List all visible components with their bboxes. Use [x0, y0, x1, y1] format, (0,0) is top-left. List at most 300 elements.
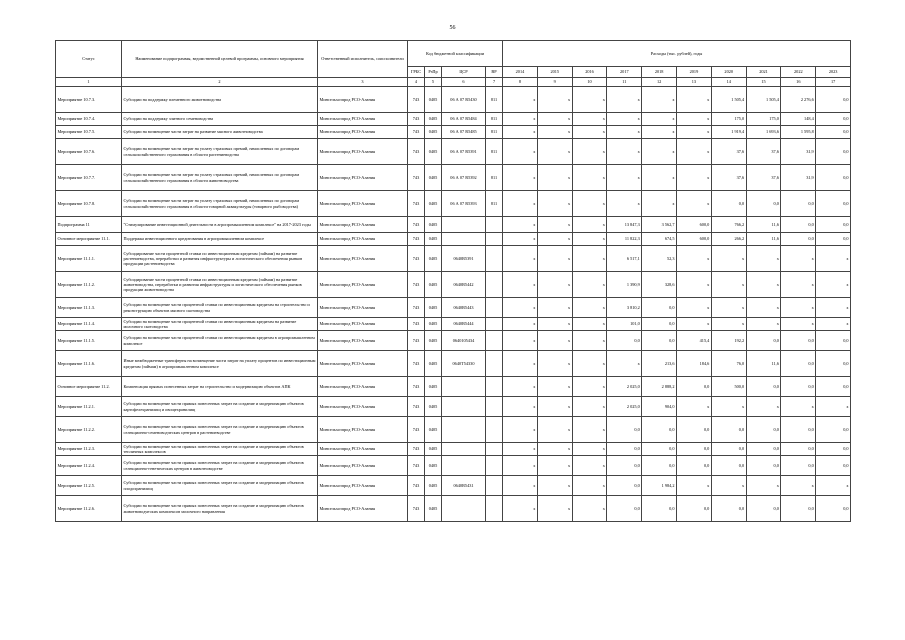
value-cell: 213,6: [642, 351, 677, 377]
value-cell: 0,0: [746, 456, 781, 476]
code-cell: 0405: [425, 377, 442, 397]
code-cell: 06 А 07 R5430: [442, 87, 486, 113]
table-row: [56, 191, 851, 217]
value-cell: х: [711, 397, 746, 417]
value-cell: х: [816, 476, 851, 496]
value-cell: 0,0: [781, 377, 816, 397]
value-cell: 0,0: [781, 443, 816, 456]
value-cell: 0,0: [642, 298, 677, 318]
value-cell: х: [746, 397, 781, 417]
value-cell: 0,0: [781, 417, 816, 443]
value-cell: 904,0: [642, 397, 677, 417]
value-cell: 184,6: [677, 351, 712, 377]
value-cell: 1 919,4: [711, 126, 746, 139]
code-cell: [442, 417, 486, 443]
code-cell: 0405: [425, 351, 442, 377]
value-cell: х: [572, 397, 607, 417]
status-cell: Мероприятие 10.7.4.: [56, 113, 122, 126]
code-cell: 811: [486, 87, 503, 113]
value-cell: 0,0: [816, 113, 851, 126]
value-cell: 0,0: [642, 496, 677, 522]
value-cell: х: [572, 318, 607, 331]
value-cell: 0,0: [816, 126, 851, 139]
value-cell: х: [677, 272, 712, 298]
value-cell: х: [677, 476, 712, 496]
status-cell: Основное мероприятие 11.1.: [56, 233, 122, 246]
code-cell: [442, 456, 486, 476]
name-cell: Субсидии на возмещение части прямых понесенных затрат на создание и модернизацию объектов селекционно-генетических центров в животноводстве: [122, 456, 318, 476]
value-cell: х: [746, 272, 781, 298]
column-number: 8: [503, 78, 538, 87]
name-cell: Поддержка инвестиционного кредитования в агропромышленном комплексе: [122, 233, 318, 246]
value-cell: х: [781, 298, 816, 318]
column-number: 17: [816, 78, 851, 87]
name-cell: Субсидии на возмещение части процентной ставки по инвестиционным кредитам на развитие молочного скотоводства: [122, 318, 318, 331]
value-cell: 0,0: [642, 456, 677, 476]
code-cell: 743: [408, 476, 425, 496]
name-cell: Субсидии на возмещение части затрат на уплату страховых премий, начисленных по договорам сельскохозяйственного страхования в области растениеводства: [122, 139, 318, 165]
value-cell: х: [537, 417, 572, 443]
value-cell: х: [607, 351, 642, 377]
value-cell: 0,0: [746, 443, 781, 456]
code-cell: 743: [408, 417, 425, 443]
code-cell: [486, 443, 503, 456]
value-cell: 0,0: [746, 417, 781, 443]
code-cell: 743: [408, 397, 425, 417]
code-cell: 0640R5431: [442, 476, 486, 496]
value-cell: 328,6: [642, 272, 677, 298]
header-year: 2018: [642, 67, 677, 78]
value-cell: х: [572, 496, 607, 522]
executor-cell: Минсельхозпрод РСО-Алания: [318, 87, 408, 113]
value-cell: х: [816, 298, 851, 318]
code-cell: 743: [408, 377, 425, 397]
header-year: 2015: [537, 67, 572, 78]
value-cell: 37,6: [711, 139, 746, 165]
value-cell: 0,0: [607, 331, 642, 351]
value-cell: 0,0: [746, 377, 781, 397]
column-number: 13: [677, 78, 712, 87]
code-cell: 0405: [425, 397, 442, 417]
value-cell: 0,0: [816, 443, 851, 456]
value-cell: х: [781, 246, 816, 272]
status-cell: Мероприятие 10.7.8.: [56, 191, 122, 217]
value-cell: 0,0: [781, 456, 816, 476]
value-cell: х: [642, 165, 677, 191]
executor-cell: Минсельхозпрод РСО-Алания: [318, 298, 408, 318]
code-cell: 811: [486, 165, 503, 191]
value-cell: 600,0: [677, 233, 712, 246]
code-cell: [442, 443, 486, 456]
value-cell: 0,0: [711, 496, 746, 522]
value-cell: х: [503, 456, 538, 476]
code-cell: 0640R5444: [442, 318, 486, 331]
code-cell: [486, 298, 503, 318]
value-cell: х: [503, 351, 538, 377]
column-number: 7: [486, 78, 503, 87]
value-cell: х: [642, 139, 677, 165]
header-code: РзПр: [425, 67, 442, 78]
value-cell: х: [503, 217, 538, 233]
status-cell: Мероприятие 11.1.2.: [56, 272, 122, 298]
status-cell: Мероприятие 11.1.5.: [56, 331, 122, 351]
value-cell: х: [503, 113, 538, 126]
value-cell: х: [503, 377, 538, 397]
value-cell: 31,9: [781, 165, 816, 191]
value-cell: х: [537, 191, 572, 217]
column-number: 6: [442, 78, 486, 87]
table-row: [56, 377, 851, 397]
code-cell: [486, 476, 503, 496]
value-cell: 11,6: [746, 217, 781, 233]
value-cell: 1 505,4: [711, 87, 746, 113]
code-cell: 0405: [425, 318, 442, 331]
column-number: 9: [537, 78, 572, 87]
value-cell: х: [746, 476, 781, 496]
value-cell: х: [607, 139, 642, 165]
value-cell: х: [677, 298, 712, 318]
value-cell: х: [503, 126, 538, 139]
executor-cell: Минсельхозпрод РСО-Алания: [318, 139, 408, 165]
value-cell: 0,0: [607, 417, 642, 443]
value-cell: х: [607, 165, 642, 191]
value-cell: х: [503, 397, 538, 417]
value-cell: 37,6: [746, 165, 781, 191]
name-cell: Субсидии на возмещение части прямых понесенных затрат на создание и модернизацию объектов тепличных комплексов: [122, 443, 318, 456]
value-cell: 0,0: [607, 496, 642, 522]
value-cell: 1 984,2: [642, 476, 677, 496]
value-cell: 0,0: [677, 417, 712, 443]
name-cell: Субсидии на возмещение части затрат на уплату страховых премий, начисленных по договорам сельскохозяйственного страхования в области животноводства: [122, 165, 318, 191]
code-cell: 743: [408, 351, 425, 377]
column-number: 2: [122, 78, 318, 87]
value-cell: 6 517,1: [607, 246, 642, 272]
table-row: [56, 113, 851, 126]
executor-cell: Минсельхозпрод РСО-Алания: [318, 246, 408, 272]
code-cell: 743: [408, 165, 425, 191]
value-cell: х: [711, 298, 746, 318]
code-cell: 0405: [425, 87, 442, 113]
column-number: 3: [318, 78, 408, 87]
value-cell: х: [572, 456, 607, 476]
value-cell: 0,0: [816, 217, 851, 233]
status-cell: Мероприятие 11.1.1.: [56, 246, 122, 272]
value-cell: 0,0: [816, 165, 851, 191]
status-cell: Мероприятие 11.2.1.: [56, 397, 122, 417]
code-cell: 0405: [425, 476, 442, 496]
value-cell: х: [537, 217, 572, 233]
header-year: 2021: [746, 67, 781, 78]
name-cell: Субсидии на поддержку элитного семеноводства: [122, 113, 318, 126]
value-cell: 3 810,2: [607, 298, 642, 318]
code-cell: 743: [408, 246, 425, 272]
value-cell: х: [572, 417, 607, 443]
value-cell: х: [677, 397, 712, 417]
name-cell: "Стимулирование инвестиционной деятельности в агропромышленном комплексе" на 2017-2023 годы: [122, 217, 318, 233]
status-cell: Мероприятие 10.7.7.: [56, 165, 122, 191]
code-cell: 743: [408, 233, 425, 246]
code-cell: 0405: [425, 456, 442, 476]
status-cell: Основное мероприятие 11.2.: [56, 377, 122, 397]
code-cell: 743: [408, 217, 425, 233]
value-cell: х: [572, 331, 607, 351]
value-cell: х: [537, 351, 572, 377]
table-row: [56, 217, 851, 233]
value-cell: х: [711, 318, 746, 331]
value-cell: 1 693,6: [746, 126, 781, 139]
code-cell: [442, 217, 486, 233]
value-cell: 0,0: [746, 331, 781, 351]
executor-cell: Минсельхозпрод РСО-Алания: [318, 318, 408, 331]
value-cell: 0,0: [642, 443, 677, 456]
value-cell: х: [572, 476, 607, 496]
value-cell: 76,0: [711, 351, 746, 377]
value-cell: х: [781, 272, 816, 298]
value-cell: х: [537, 246, 572, 272]
column-number: 14: [711, 78, 746, 87]
executor-cell: Минсельхозпрод РСО-Алания: [318, 496, 408, 522]
value-cell: 192,2: [711, 331, 746, 351]
value-cell: х: [572, 165, 607, 191]
value-cell: 2 025,0: [607, 377, 642, 397]
name-cell: Иные межбюджетные трансферты на возмещение части затрат на уплату процентов по инвестиционным кредитам (займам) в агропромышленном комплексе: [122, 351, 318, 377]
code-cell: 0640R5443: [442, 298, 486, 318]
value-cell: 175,0: [711, 113, 746, 126]
code-cell: 0405: [425, 139, 442, 165]
status-cell: Мероприятие 11.2.4.: [56, 456, 122, 476]
code-cell: [486, 417, 503, 443]
code-cell: [486, 351, 503, 377]
value-cell: х: [503, 233, 538, 246]
code-cell: 811: [486, 139, 503, 165]
value-cell: х: [537, 496, 572, 522]
table-body: [56, 87, 851, 522]
value-cell: х: [537, 139, 572, 165]
value-cell: 148,4: [781, 113, 816, 126]
header-name: Наименование подпрограммы, ведомственной целевой программы, основного мероприятия: [122, 41, 318, 78]
value-cell: х: [537, 331, 572, 351]
value-cell: 500,0: [711, 377, 746, 397]
code-cell: 743: [408, 113, 425, 126]
value-cell: 0,0: [607, 476, 642, 496]
value-cell: х: [503, 139, 538, 165]
value-cell: х: [537, 113, 572, 126]
value-cell: 0,0: [781, 331, 816, 351]
value-cell: х: [572, 233, 607, 246]
value-cell: 266,2: [711, 233, 746, 246]
executor-cell: Минсельхозпрод РСО-Алания: [318, 476, 408, 496]
value-cell: 31,9: [781, 139, 816, 165]
name-cell: Субсидии на возмещение части затрат на развитие мясного животноводства: [122, 126, 318, 139]
table-row: [56, 298, 851, 318]
executor-cell: Минсельхозпрод РСО-Алания: [318, 377, 408, 397]
column-number: 12: [642, 78, 677, 87]
value-cell: х: [607, 126, 642, 139]
code-cell: [486, 318, 503, 331]
name-cell: Субсидирование части процентной ставки по инвестиционным кредитам (займам) на развитие животноводства, переработки и развития инфраструктуры и логистического обеспечения рынков продукции животноводства: [122, 272, 318, 298]
column-number: 10: [572, 78, 607, 87]
code-cell: 0405: [425, 165, 442, 191]
value-cell: 0,0: [816, 233, 851, 246]
value-cell: 674,5: [642, 233, 677, 246]
header-year: 2017: [607, 67, 642, 78]
value-cell: х: [642, 191, 677, 217]
code-cell: 743: [408, 318, 425, 331]
value-cell: 0,0: [816, 139, 851, 165]
value-cell: х: [537, 318, 572, 331]
table-row: [56, 233, 851, 246]
value-cell: х: [503, 417, 538, 443]
code-cell: 0405: [425, 331, 442, 351]
code-cell: 06 А 07 R5393: [442, 191, 486, 217]
status-cell: Мероприятие 11.2.3.: [56, 443, 122, 456]
code-cell: [486, 456, 503, 476]
status-cell: Мероприятие 10.7.3.: [56, 87, 122, 113]
value-cell: 0,0: [746, 191, 781, 217]
executor-cell: Минсельхозпрод РСО-Алания: [318, 417, 408, 443]
name-cell: Субсидии на возмещение части прямых понесенных затрат на создание и модернизацию объектов селекционно-семеноводческих центров в растениеводстве: [122, 417, 318, 443]
status-cell: Мероприятие 10.7.6.: [56, 139, 122, 165]
code-cell: 743: [408, 126, 425, 139]
value-cell: х: [677, 126, 712, 139]
value-cell: х: [746, 298, 781, 318]
code-cell: 0405: [425, 126, 442, 139]
table-row: [56, 496, 851, 522]
header-codes-group: Код бюджетной классификации: [408, 41, 503, 67]
code-cell: 743: [408, 496, 425, 522]
executor-cell: Минсельхозпрод РСО-Алания: [318, 443, 408, 456]
table-row: [56, 87, 851, 113]
code-cell: 0405: [425, 217, 442, 233]
header-code: ЦСР: [442, 67, 486, 78]
value-cell: х: [781, 476, 816, 496]
executor-cell: Минсельхозпрод РСО-Алания: [318, 351, 408, 377]
code-cell: 743: [408, 272, 425, 298]
value-cell: х: [503, 476, 538, 496]
value-cell: 0,0: [642, 331, 677, 351]
code-cell: 811: [486, 126, 503, 139]
code-cell: 743: [408, 456, 425, 476]
executor-cell: Минсельхозпрод РСО-Алания: [318, 217, 408, 233]
value-cell: х: [537, 272, 572, 298]
value-cell: х: [816, 246, 851, 272]
table-row: [56, 126, 851, 139]
value-cell: х: [537, 233, 572, 246]
code-cell: 811: [486, 113, 503, 126]
value-cell: х: [537, 377, 572, 397]
value-cell: х: [677, 165, 712, 191]
column-number: 5: [425, 78, 442, 87]
header-executor: Ответственный исполнитель, соисполнители: [318, 41, 408, 78]
header-year: 2022: [781, 67, 816, 78]
code-cell: 0640R5391: [442, 246, 486, 272]
page-number: 56: [449, 25, 456, 31]
header-year: 2023: [816, 67, 851, 78]
value-cell: х: [781, 318, 816, 331]
table-row: [56, 165, 851, 191]
executor-cell: Минсельхозпрод РСО-Алания: [318, 331, 408, 351]
code-cell: 0405: [425, 496, 442, 522]
value-cell: 0,0: [816, 87, 851, 113]
code-cell: [486, 272, 503, 298]
budget-table: [55, 40, 851, 522]
header-status: Статус: [56, 41, 122, 78]
status-cell: Мероприятие 11.1.3.: [56, 298, 122, 318]
value-cell: х: [677, 113, 712, 126]
value-cell: 3 562,7: [642, 217, 677, 233]
name-cell: Субсидии на возмещение части процентной ставки по инвестиционным кредитам на строительство и реконструкцию объектов мясного скотоводства: [122, 298, 318, 318]
value-cell: х: [503, 298, 538, 318]
value-cell: 0,0: [816, 496, 851, 522]
value-cell: х: [537, 298, 572, 318]
value-cell: 2 276,6: [781, 87, 816, 113]
value-cell: 0,0: [781, 217, 816, 233]
value-cell: х: [572, 377, 607, 397]
value-cell: 37,6: [746, 139, 781, 165]
value-cell: 0,0: [746, 496, 781, 522]
value-cell: 0,0: [677, 443, 712, 456]
value-cell: 0,0: [781, 191, 816, 217]
value-cell: 600,0: [677, 217, 712, 233]
value-cell: 1 595,8: [781, 126, 816, 139]
value-cell: 0,0: [816, 191, 851, 217]
header-year: 2016: [572, 67, 607, 78]
code-cell: [486, 246, 503, 272]
name-cell: Субсидии на возмещение части прямых понесенных затрат на создание и модернизацию объектов животноводческих комплексов молочного направления: [122, 496, 318, 522]
value-cell: х: [503, 165, 538, 191]
value-cell: х: [537, 476, 572, 496]
name-cell: Субсидирование части процентной ставки по инвестиционным кредитам (займам) на развитие растениеводства, переработки и развития инфраструктуры и логистического обеспечения рынков продукции растениеводства: [122, 246, 318, 272]
code-cell: 0405: [425, 272, 442, 298]
value-cell: 2 888,2: [642, 377, 677, 397]
value-cell: х: [746, 318, 781, 331]
code-cell: [486, 377, 503, 397]
code-cell: 743: [408, 139, 425, 165]
value-cell: 0,0: [816, 331, 851, 351]
header-years-group: Расходы (тыс. рублей), годы: [503, 41, 851, 67]
code-cell: 743: [408, 87, 425, 113]
code-cell: 0405: [425, 417, 442, 443]
value-cell: 13 847,3: [607, 217, 642, 233]
status-cell: Мероприятие 11.1.6.: [56, 351, 122, 377]
table-row: [56, 417, 851, 443]
value-cell: х: [503, 191, 538, 217]
code-cell: 0405: [425, 233, 442, 246]
value-cell: 0,0: [781, 351, 816, 377]
value-cell: 415,4: [677, 331, 712, 351]
value-cell: 11,6: [746, 351, 781, 377]
name-cell: Компенсация прямых понесенных затрат на строительство и модернизацию объектов АПК: [122, 377, 318, 397]
value-cell: х: [677, 87, 712, 113]
table-row: [56, 456, 851, 476]
header-year: 2020: [711, 67, 746, 78]
executor-cell: Минсельхозпрод РСО-Алания: [318, 165, 408, 191]
value-cell: 0,0: [711, 443, 746, 456]
table-row: [56, 272, 851, 298]
value-cell: 0,0: [816, 351, 851, 377]
header-code: ВР: [486, 67, 503, 78]
status-cell: Мероприятие 11.1.4.: [56, 318, 122, 331]
column-number: 1: [56, 78, 122, 87]
header-code: ГРБС: [408, 67, 425, 78]
executor-cell: Минсельхозпрод РСО-Алания: [318, 191, 408, 217]
table-row: [56, 443, 851, 456]
value-cell: х: [572, 126, 607, 139]
value-cell: х: [572, 272, 607, 298]
code-cell: 0405: [425, 246, 442, 272]
code-cell: [486, 397, 503, 417]
table-row: [56, 246, 851, 272]
